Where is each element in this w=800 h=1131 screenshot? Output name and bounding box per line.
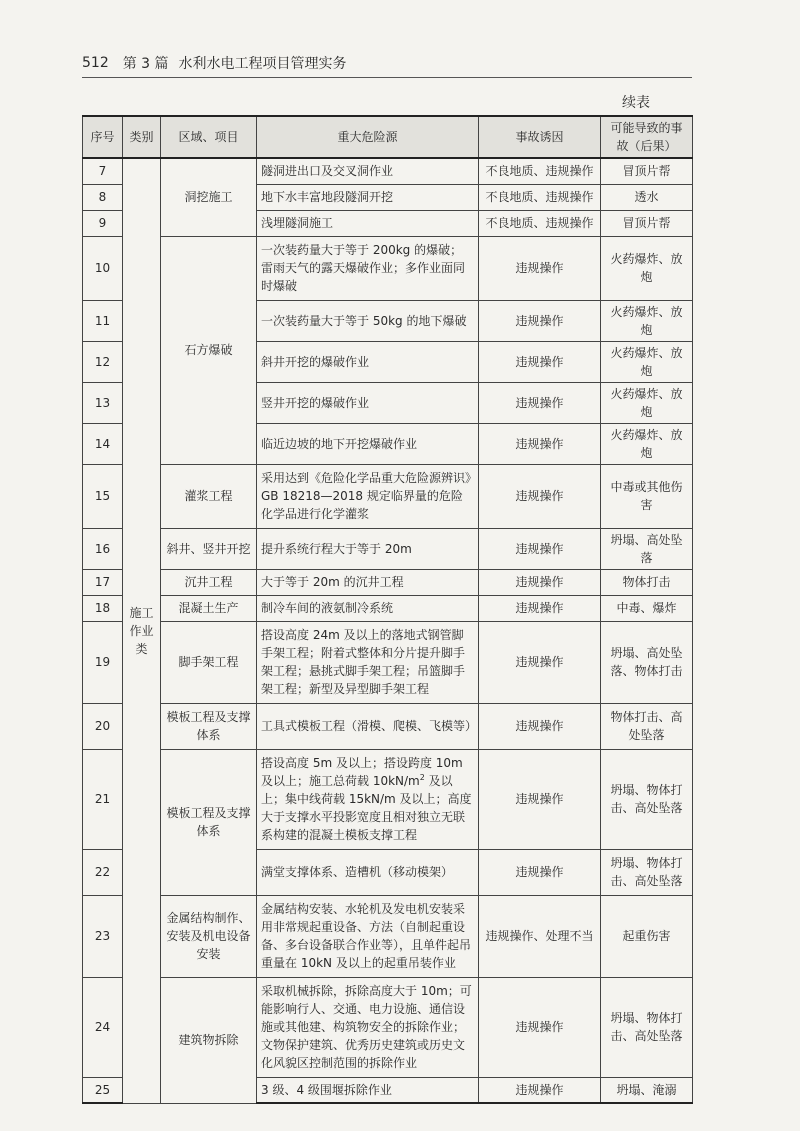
- hazard-cell: 地下水丰富地段隧洞开挖: [257, 184, 479, 210]
- result-cell: 冒顶片帮: [601, 158, 693, 184]
- row-no: 15: [83, 464, 123, 528]
- cause-cell: 违规操作: [479, 1077, 601, 1103]
- hazard-cell: [257, 749, 479, 849]
- hazard-cell: 搭设高度 24m 及以上的落地式钢管脚手架工程；附着式整体和分片提升脚手架工程；悬挑式脚手架工程；吊篮脚手架工程；新型及异型脚手架工程: [257, 621, 479, 703]
- result-cell: 火药爆炸、放炮: [601, 423, 693, 464]
- row-no: 14: [83, 423, 123, 464]
- row-no: 18: [83, 595, 123, 621]
- result-cell: 坍塌、高处坠落: [601, 528, 693, 569]
- col-header-category: 类别: [123, 116, 161, 158]
- row-no: 17: [83, 569, 123, 595]
- part-label: 第 3 篇: [122, 56, 169, 72]
- category-cell: 施工作业类: [123, 158, 161, 1103]
- cause-cell: 违规操作: [479, 569, 601, 595]
- hazard-cell: 竖井开挖的爆破作业: [257, 382, 479, 423]
- cause-cell: 违规操作: [479, 464, 601, 528]
- hazard-cell: 提升系统行程大于等于 20m: [257, 528, 479, 569]
- result-cell: 火药爆炸、放炮: [601, 341, 693, 382]
- cause-cell: 违规操作: [479, 382, 601, 423]
- result-cell: 物体打击: [601, 569, 693, 595]
- table-row: [83, 703, 693, 749]
- row-no: 21: [83, 749, 123, 849]
- hazard-table: [82, 115, 693, 1104]
- table-header-row: [83, 116, 693, 158]
- table-row: [83, 569, 693, 595]
- col-header-result: 可能导致的事故（后果）: [601, 116, 693, 158]
- hazard-text-a: 搭设高度 5m 及以上；搭设跨度 10m 及以上；施工总荷载 10kN/m: [261, 756, 463, 788]
- cause-cell: 违规操作、处理不当: [479, 895, 601, 977]
- result-cell: 火药爆炸、放炮: [601, 236, 693, 300]
- cause-cell: 不良地质、违规操作: [479, 210, 601, 236]
- hazard-cell: 采用达到《危险化学品重大危险源辨识》GB 18218—2018 规定临界量的危险化学品进行化学灌浆: [257, 464, 479, 528]
- book-title: 水利水电工程项目管理实务: [178, 56, 347, 72]
- table-row: [83, 621, 693, 703]
- cause-cell: 违规操作: [479, 236, 601, 300]
- page-header: [82, 50, 692, 76]
- table-row: [83, 977, 693, 1077]
- col-header-area: 区域、项目: [161, 116, 257, 158]
- hazard-cell: 大于等于 20m 的沉井工程: [257, 569, 479, 595]
- hazard-cell: 金属结构安装、水轮机及发电机安装采用非常规起重设备、方法（自制起重设备、多台设备联合作业等），且单件起吊重量在 10kN 及以上的起重吊装作业: [257, 895, 479, 977]
- cause-cell: 不良地质、违规操作: [479, 158, 601, 184]
- area-cell: 灌浆工程: [161, 464, 257, 528]
- row-no: 10: [83, 236, 123, 300]
- col-header-hazard: 重大危险源: [257, 116, 479, 158]
- cause-cell: 不良地质、违规操作: [479, 184, 601, 210]
- hazard-cell: 一次装药量大于等于 50kg 的地下爆破: [257, 300, 479, 341]
- cause-cell: 违规操作: [479, 528, 601, 569]
- cause-cell: 违规操作: [479, 300, 601, 341]
- table-row: [83, 895, 693, 977]
- row-no: 23: [83, 895, 123, 977]
- result-cell: 坍塌、淹溺: [601, 1077, 693, 1103]
- row-no: 13: [83, 382, 123, 423]
- result-cell: 坍塌、高处坠落、物体打击: [601, 621, 693, 703]
- result-cell: 坍塌、物体打击、高处坠落: [601, 977, 693, 1077]
- hazard-cell: 3 级、4 级围堰拆除作业: [257, 1077, 479, 1103]
- row-no: 22: [83, 849, 123, 895]
- cause-cell: 违规操作: [479, 621, 601, 703]
- cause-cell: 违规操作: [479, 977, 601, 1077]
- row-no: 8: [83, 184, 123, 210]
- area-cell: 模板工程及支撑体系: [161, 703, 257, 749]
- result-cell: 坍塌、物体打击、高处坠落: [601, 849, 693, 895]
- header-rule: [82, 77, 692, 78]
- area-cell: 斜井、竖井开挖: [161, 528, 257, 569]
- row-no: 24: [83, 977, 123, 1077]
- row-no: 7: [83, 158, 123, 184]
- hazard-cell: 一次装药量大于等于 200kg 的爆破；雷雨天气的露天爆破作业；多作业面同时爆破: [257, 236, 479, 300]
- hazard-cell: 制冷车间的液氨制冷系统: [257, 595, 479, 621]
- row-no: 20: [83, 703, 123, 749]
- result-cell: 火药爆炸、放炮: [601, 382, 693, 423]
- page-number: 512: [82, 55, 109, 71]
- cause-cell: 违规操作: [479, 595, 601, 621]
- hazard-text-b: 及以上；集中线荷载 15kN/m 及以上；高度大于支撑水平投影宽度且相对独立无联系构建的混凝土模板支撑工程: [261, 774, 472, 842]
- hazard-cell: 满堂支撑体系、造槽机（移动模架）: [257, 849, 479, 895]
- area-cell: 石方爆破: [161, 236, 257, 464]
- row-no: 16: [83, 528, 123, 569]
- table-row: [83, 595, 693, 621]
- hazard-cell: 浅埋隧洞施工: [257, 210, 479, 236]
- area-cell: 金属结构制作、安装及机电设备安装: [161, 895, 257, 977]
- hazard-cell: 斜井开挖的爆破作业: [257, 341, 479, 382]
- cause-cell: 违规操作: [479, 341, 601, 382]
- area-cell: 脚手架工程: [161, 621, 257, 703]
- cause-cell: 违规操作: [479, 703, 601, 749]
- continued-label: 续表: [622, 95, 650, 111]
- cause-cell: 违规操作: [479, 849, 601, 895]
- row-no: 11: [83, 300, 123, 341]
- result-cell: 冒顶片帮: [601, 210, 693, 236]
- area-cell: 沉井工程: [161, 569, 257, 595]
- area-cell: 建筑物拆除: [161, 977, 257, 1103]
- result-cell: 中毒、爆炸: [601, 595, 693, 621]
- hazard-cell: 采取机械拆除，拆除高度大于 10m；可能影响行人、交通、电力设施、通信设施或其他建、构筑物安全的拆除作业；文物保护建筑、优秀历史建筑或历史文化风貌区控制范围的拆除作业: [257, 977, 479, 1077]
- cause-cell: 违规操作: [479, 423, 601, 464]
- area-cell: 模板工程及支撑体系: [161, 749, 257, 895]
- result-cell: 物体打击、高处坠落: [601, 703, 693, 749]
- result-cell: 火药爆炸、放炮: [601, 300, 693, 341]
- row-no: 12: [83, 341, 123, 382]
- hazard-cell: 工具式模板工程（滑模、爬模、飞模等）: [257, 703, 479, 749]
- table-row: [83, 749, 693, 849]
- hazard-cell: 临近边坡的地下开挖爆破作业: [257, 423, 479, 464]
- table-row: [83, 158, 693, 184]
- result-cell: 透水: [601, 184, 693, 210]
- hazard-superscript: 2: [419, 773, 425, 782]
- row-no: 25: [83, 1077, 123, 1103]
- table-row: [83, 464, 693, 528]
- row-no: 9: [83, 210, 123, 236]
- col-header-no: 序号: [83, 116, 123, 158]
- row-no: 19: [83, 621, 123, 703]
- result-cell: 起重伤害: [601, 895, 693, 977]
- table-row: [83, 528, 693, 569]
- table-row: [83, 236, 693, 300]
- cause-cell: 违规操作: [479, 749, 601, 849]
- area-cell: 混凝土生产: [161, 595, 257, 621]
- area-cell: 洞挖施工: [161, 158, 257, 236]
- hazard-cell: 隧洞进出口及交叉洞作业: [257, 158, 479, 184]
- col-header-cause: 事故诱因: [479, 116, 601, 158]
- result-cell: 坍塌、物体打击、高处坠落: [601, 749, 693, 849]
- result-cell: 中毒或其他伤害: [601, 464, 693, 528]
